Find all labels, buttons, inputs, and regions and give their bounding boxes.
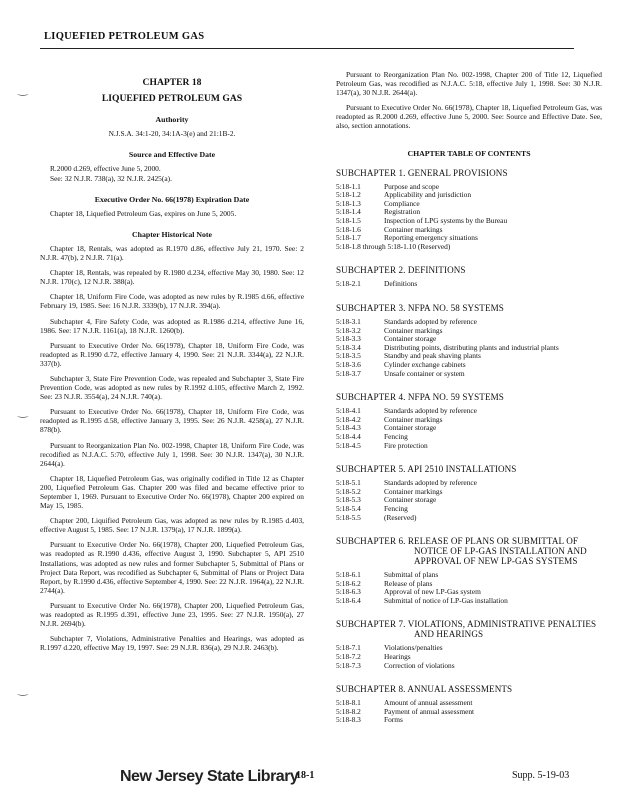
section-title: Fencing [384,431,408,441]
section-number: 5:18-4.5 [336,440,361,450]
toc-title: CHAPTER TABLE OF CONTENTS [407,148,531,158]
toc-entry [336,716,602,725]
history-continuation [336,70,602,131]
page-number: 18-1 [296,770,315,781]
toc-entry [336,424,602,433]
section-number: 5:18-2.1 [336,279,361,289]
section-title: Fencing [384,503,408,513]
history-paragraph: Chapter 18, Rentals, was adopted as R.1970 d.86, effective July 21, 1970. See: 2 N.J.R. 47(b), 2 N.J.R. 71(a). [40,243,304,263]
section-number: 5:18-6.3 [336,587,361,597]
history-paragraph: Chapter 18, Liquefied Petroleum Gas, was originally codified in Title 12 as Chapter 200, Liquefied Petroleum Gas. Chapter 200 was filed and became effective prior to September 1, 1969. Pursuant to Executive Order No. 66(1978), Chapter 200 expired on May 15, 1985. [40,473,304,511]
section-title: Hearings [384,652,411,662]
section-number: 5:18-3.5 [336,351,361,361]
table-of-contents [336,168,602,725]
section-title: Container storage [384,334,437,344]
section-number: 5:18-6.1 [336,570,361,580]
toc-entry [336,327,602,336]
section-number: 5:18-5.3 [336,495,361,505]
toc-entry [336,662,602,671]
source-heading: Source and Effective Date [128,150,216,160]
section-title: Standby and peak shaving plants [384,351,481,361]
authority-text: N.J.S.A. 34:1-20, 34:1A-3(e) and 21:1B-2. [108,129,236,139]
section-number: 5:18-5.2 [336,486,361,496]
history-paragraph: Pursuant to Reorganization Plan No. 002-1998, Chapter 200 of Title 12, Liquefied Petroleum Gas, was recodified as N.J.A.C. 5:18, effective July 1, 1998. See: 30 N.J.R. 1347(a), 30 N.J.R. 2644(a). [336,70,602,98]
binder-hole-mark: ‿ [18,682,28,696]
expiration-heading: Executive Order No. 66(1978) Expiration Date [94,194,250,204]
section-title: Amount of annual assessment [384,698,473,708]
toc-entry [336,352,602,361]
toc-entry [336,708,602,717]
section-number: 5:18-5.4 [336,503,361,513]
section-number: 5:18-5.1 [336,478,361,488]
section-title: 5:18-1.8 through 5:18-1.10 (Reserved) [336,241,451,251]
section-title: Unsafe container or system [384,368,465,378]
toc-entry [336,416,602,425]
toc-entry [336,280,602,289]
section-number: 5:18-5.5 [336,512,361,522]
section-title: Container markings [384,325,443,335]
toc-entry [336,407,602,416]
history-paragraph: Subchapter 3, State Fire Prevention Code, was repealed and Subchapter 3, State Fire Prevention Code, was adopted as new rules by R.1992 d.105, effective March 2, 1992. See: 23 N.J.R. 3554(a), 24 N.J.R. 740(a). [40,373,304,402]
toc-entry [336,514,602,523]
section-title: Container storage [384,423,437,433]
history-paragraph: Pursuant to Executive Order No. 66(1978), Chapter 18, Uniform Fire Code, was readopted as R.1990 d.72, effective January 4, 1990. See: 21 N.J.R. 3344(a), 22 N.J.R. 337(b). [40,340,304,368]
authority-heading: Authority [155,115,189,125]
history-heading: Chapter Historical Note [132,229,212,239]
section-number: 5:18-7.3 [336,660,361,670]
subchapter-heading: SUBCHAPTER 3. NFPA NO. 58 SYSTEMS [336,303,504,313]
history-notes [40,244,304,652]
chapter-title: LIQUEFIED PETROLEUM GAS [101,93,243,105]
history-paragraph: Pursuant to Executive Order No. 66(1978), Chapter 18, Liquefied Petroleum Gas, was readopted as R.2000 d.269, effective June 5, 2000. See: Source and Effective Date. See, also, section annotations. [336,103,602,131]
source-text [40,164,304,182]
section-number: 5:18-4.3 [336,423,361,433]
section-title: Forms [384,715,403,725]
toc-entry [336,644,602,653]
section-number: 5:18-4.4 [336,431,361,441]
toc-entry [336,479,602,488]
subchapter-heading: SUBCHAPTER 1. GENERAL PROVISIONS [336,167,508,178]
subchapter-heading: SUBCHAPTER 7. VIOLATIONS, ADMINISTRATIVE PENALTIES AND HEARINGS [336,619,597,640]
section-title: Payment of annual assessment [384,706,475,716]
toc-entry [336,243,602,252]
subchapter-heading: SUBCHAPTER 8. ANNUAL ASSESSMENTS [336,684,513,695]
section-number: 5:18-1.5 [336,216,361,226]
section-number: 5:18-8.3 [336,715,361,725]
history-paragraph: Pursuant to Executive Order No. 66(1978), Chapter 200, Liquefied Petroleum Gas, was readopted as R.1990 d.436, effective August 3, 1990. Subchapter 5, API 2510 Installations, was adopted as new rules and former Subchapter 5, Submittal of Plans or Project Data Report, was recodified as Subchapter 6, Submittal of Plans or Project Data Report, by R.1990 d.436, effective September 4, 1990. See: 22 N.J.R. 1964(a), 22 N.J.R. 2744(a). [40,540,304,595]
history-paragraph: Pursuant to Executive Order No. 66(1978), Chapter 18, Uniform Fire Code, was readopted as R.1995 d.58, effective January 3, 1995. See: 26 N.J.R. 4258(a), 27 N.J.R. 878(b). [40,407,304,435]
section-number: 5:18-1.4 [336,207,361,217]
section-number: 5:18-8.1 [336,698,361,708]
source-line: See: 32 N.J.R. 738(a), 32 N.J.R. 2425(a). [50,173,172,183]
right-column [336,70,602,725]
toc-entry [336,318,602,327]
section-title: Release of plans [384,578,433,588]
section-number: 5:18-3.2 [336,325,361,335]
section-number: 5:18-1.2 [336,190,361,200]
history-paragraph: Pursuant to Reorganization Plan No. 002-1998, Chapter 18, Uniform Fire Code, was recodified as N.J.A.C. 5:70, effective July 1, 1998. See: 30 N.J.R. 1347(a), 30 N.J.R. 2644(a). [40,440,304,468]
binder-hole-mark: ‿ [18,404,28,418]
history-paragraph: Chapter 200, Liquified Petroleum Gas, was adopted as new rules by R.1985 d.403, effective August 5, 1985. See: 17 N.J.R. 1379(a), 17 N.J.R. 1899(a). [40,516,304,535]
subchapter-heading: SUBCHAPTER 2. DEFINITIONS [336,265,466,276]
section-number: 5:18-3.6 [336,359,361,369]
section-title: Distributing points, distributing plants and industrial plants [384,342,559,352]
toc-entry [336,217,602,226]
section-title: Submittal of notice of LP-Gas installation [384,595,508,605]
section-title: Container markings [384,486,443,496]
section-title: Registration [384,207,421,217]
section-title: Purpose and scope [384,181,440,191]
section-title: Container storage [384,495,437,505]
toc-entry [336,370,602,379]
toc-entry [336,505,602,514]
section-number: 5:18-3.1 [336,317,361,326]
section-number: 5:18-7.2 [336,652,361,662]
section-number: 5:18-3.4 [336,342,361,352]
section-title: Approval of new LP-Gas system [384,587,481,597]
chapter-number: CHAPTER 18 [142,77,202,88]
section-title: Standards adopted by reference [384,478,477,488]
section-title: Standards adopted by reference [384,406,477,416]
section-number: 5:18-6.4 [336,595,361,605]
supplement-date: Supp. 5-19-03 [512,770,570,781]
left-column [40,70,304,658]
running-head: LIQUEFIED PETROLEUM GAS [44,31,205,42]
expiration-text: Chapter 18, Liquefied Petroleum Gas, expires on June 5, 2005. [50,208,237,218]
source-line: R.2000 d.269, effective June 5, 2000. [50,164,161,174]
section-number: 5:18-4.2 [336,414,361,424]
section-title: Applicability and jurisdiction [384,190,472,200]
subchapter-heading: SUBCHAPTER 5. API 2510 INSTALLATIONS [336,464,517,475]
section-title: Container markings [384,414,443,424]
toc-entry [336,433,602,442]
section-number: 5:18-6.2 [336,578,361,588]
section-title: Inspection of LPG systems by the Bureau [384,216,508,226]
section-number: 5:18-4.1 [336,406,361,416]
toc-entry [336,442,602,451]
toc-entry [336,653,602,662]
section-title: Compliance [384,198,420,208]
section-number: 5:18-1.6 [336,224,361,234]
history-paragraph: Pursuant to Executive Order No. 66(1978), Chapter 200, Liquefied Petroleum Gas, was readopted as R.1995 d.391, effective June 23, 1995. See: 27 N.J.R. 1950(a), 27 N.J.R. 2694(b). [40,600,304,629]
section-title: Submittal of plans [384,570,439,580]
toc-entry [336,597,602,606]
section-title: Correction of violations [384,660,455,670]
toc-entry [336,361,602,370]
section-title: Container markings [384,224,443,234]
subchapter-heading: SUBCHAPTER 4. NFPA NO. 59 SYSTEMS [336,392,504,403]
section-number: 5:18-7.1 [336,643,361,653]
toc-entry [336,191,602,200]
section-number: 5:18-3.7 [336,368,361,378]
section-number: 5:18-3.3 [336,334,361,344]
history-paragraph: Chapter 18, Rentals, was repealed by R.1980 d.234, effective May 30, 1980. See: 12 N.J.R. 170(c), 12 N.J.R. 388(a). [40,268,304,287]
section-title: Definitions [384,279,418,289]
toc-entry [336,571,602,580]
history-paragraph: Subchapter 4, Fire Safety Code, was adopted as R.1986 d.214, effective June 16, 1986. See: 17 N.J.R. 1161(a), 18 N.J.R. 1260(b). [40,316,304,335]
toc-entry [336,496,602,505]
history-paragraph: Chapter 18, Uniform Fire Code, was adopted as new rules by R.1985 d.66, effective February 19, 1985. See: 16 N.J.R. 3339(b), 17 N.J.R. 394(a). [40,292,304,311]
section-number: 5:18-1.3 [336,198,361,208]
history-paragraph: Subchapter 7, Violations, Administrative Penalties and Hearings, was adopted as R.1997 d.220, effective May 19, 1997. See: 29 N.J.R. 836(a), 29 N.J.R. 2463(b). [40,634,304,653]
binder-hole-mark: ‿ [18,82,28,96]
section-number: 5:18-1.7 [336,233,361,243]
header-rule [40,48,574,49]
section-title: (Reserved) [384,512,417,522]
subchapter-heading: SUBCHAPTER 6. RELEASE OF PLANS OR SUBMITTAL OF NOTICE OF LP-GAS INSTALLATION AND APPROVAL OF NEW LP-GAS SYSTEMS [336,536,587,567]
section-title: Fire protection [384,440,428,450]
section-title: Reporting emergency situations [384,233,478,243]
section-title: Standards adopted by reference [384,317,477,326]
library-watermark: New Jersey State Library [120,768,299,785]
section-number: 5:18-8.2 [336,706,361,716]
toc-entry [336,200,602,209]
toc-entry [336,488,602,497]
section-title: Violations/penalties [384,643,443,653]
section-number: 5:18-1.1 [336,181,361,191]
section-title: Cylinder exchange cabinets [384,359,466,369]
